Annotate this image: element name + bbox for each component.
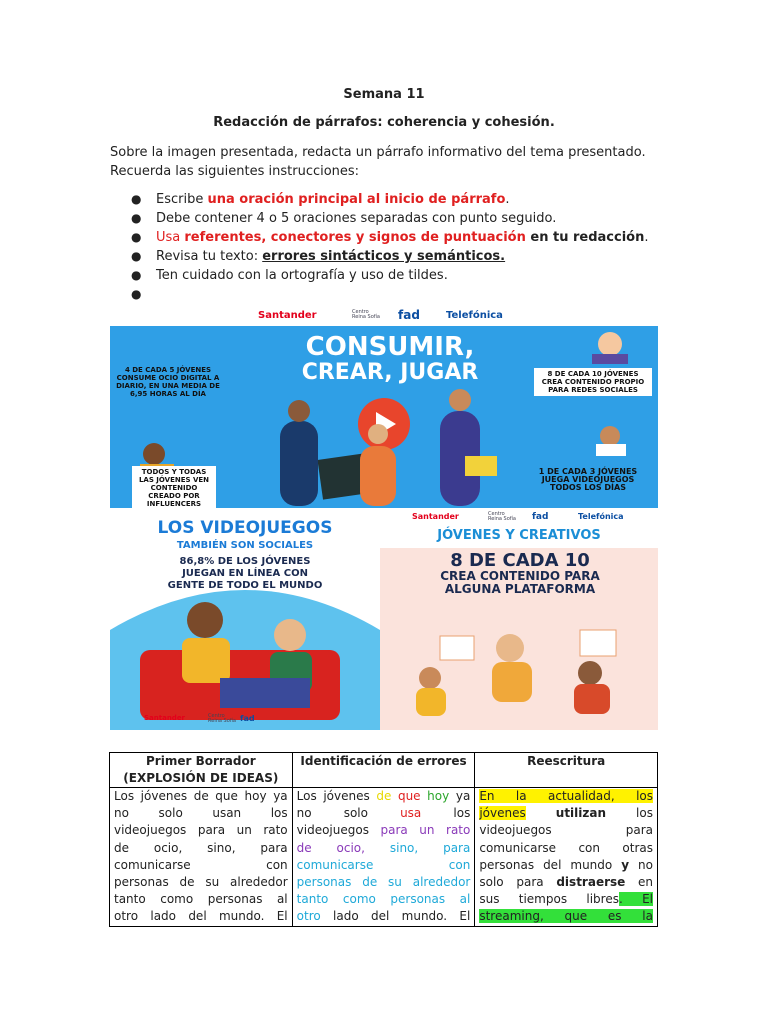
fad-logo: fad xyxy=(532,512,549,522)
rewrite-line: sus tiempos libres. El xyxy=(479,892,653,907)
centro-logo: Centro Reina Sofía xyxy=(352,309,380,320)
list-item xyxy=(110,285,670,304)
sponsor-bar xyxy=(250,308,520,326)
rewrite-line: En la actualidad, los xyxy=(479,789,653,803)
rewrite-line: personas del mundo y no xyxy=(479,857,653,872)
bullet-icon: ● xyxy=(131,192,142,206)
panel-title: JÓVENES Y CREATIVOS xyxy=(437,528,601,543)
draft-line: otro lado del mundo. El xyxy=(114,909,288,924)
list-item xyxy=(110,209,670,228)
draft-line: comunicarse con xyxy=(114,857,288,872)
draft-line: Los jóvenes de que hoy ya xyxy=(114,789,288,803)
instruction-text: Ten cuidado con la ortografía y uso de tildes. xyxy=(156,268,448,283)
draft-line: no solo usan los xyxy=(114,806,288,821)
draft-line: personas de su alrededor xyxy=(114,875,288,890)
writing-table xyxy=(109,752,658,927)
panel-title: LOS VIDEOJUEGOS xyxy=(157,518,333,538)
panel-stat: CREA CONTENIDO PARA ALGUNA PLATAFORMA xyxy=(440,569,600,596)
instruction-text: Revisa tu texto: xyxy=(156,249,263,264)
table-header: Reescritura xyxy=(475,753,658,788)
fad-logo: fad xyxy=(240,714,255,723)
instruction-text: . xyxy=(644,230,649,245)
instruction-text: Escribe xyxy=(156,192,208,207)
rewrite-line: videojuegos para xyxy=(479,823,653,838)
bullet-icon: ● xyxy=(131,211,142,225)
centro-logo: Centro Reina Sofía xyxy=(488,511,516,522)
telefonica-logo: Telefónica xyxy=(446,310,503,321)
infographic-panel-consumir xyxy=(110,326,658,508)
santander-logo: Santander xyxy=(258,310,317,321)
infographic-panel-videojuegos xyxy=(110,510,380,730)
rewrite-line: solo para distraerse en xyxy=(479,875,654,890)
errors-line: comunicarse con xyxy=(296,857,471,872)
instruction-highlight: una oración principal al inicio de párrafo xyxy=(207,192,506,207)
panel-title-1: CONSUMIR, xyxy=(305,332,475,362)
instruction-text: . xyxy=(505,192,510,207)
bullet-icon: ● xyxy=(131,230,142,244)
table-header: Primer Borrador (EXPLOSIÓN DE IDEAS) xyxy=(110,753,293,788)
errors-line: otro lado del mundo. El xyxy=(296,909,471,924)
panel-stat-headline: 8 DE CADA 10 xyxy=(450,550,590,571)
list-item xyxy=(110,266,670,285)
table-row xyxy=(110,788,658,927)
list-item xyxy=(110,228,670,247)
rewrite-cell[interactable] xyxy=(475,788,658,927)
list-item xyxy=(110,190,670,209)
stat-label: 1 DE CADA 3 JÓVENES JUEGA VIDEOJUEGOS TODOS LOS DÍAS xyxy=(538,467,638,492)
panel-stat: 86,8% DE LOS JÓVENES JUEGAN EN LÍNEA CON GENTE DE TODO EL MUNDO xyxy=(167,556,323,591)
stat-label: 8 DE CADA 10 JÓVENES CREA CONTENIDO PROPIO PARA REDES SOCIALES xyxy=(534,368,652,396)
intro-line-1: Sobre la imagen presentada, redacta un párrafo informativo del tema presentado. xyxy=(110,145,646,160)
stat-label: TODOS Y TODAS LAS JÓVENES VEN CONTENIDO CREADO POR INFLUENCERS xyxy=(132,466,216,508)
instruction-text: Usa xyxy=(156,230,185,245)
bullet-icon: ● xyxy=(131,249,142,263)
errors-line: tanto como personas al xyxy=(296,892,471,907)
draft-line: tanto como personas al xyxy=(114,892,288,907)
panel-title-2: CREAR, JUGAR xyxy=(301,360,479,385)
intro-paragraph xyxy=(110,143,670,181)
bullet-icon: ● xyxy=(131,268,142,282)
instruction-highlight: errores sintácticos y semánticos. xyxy=(262,249,506,264)
sponsor-bar xyxy=(380,510,658,526)
rewrite-line: jóvenes utilizan los xyxy=(479,806,653,821)
rewrite-line: comunicarse con otras xyxy=(479,840,653,855)
instructions-list xyxy=(110,190,670,304)
draft-line: de ocio, sino, para xyxy=(114,840,288,855)
errors-line: no solo usa los xyxy=(296,806,471,821)
errors-line: videojuegos para un rato xyxy=(296,823,471,838)
centro-logo: Centro Reina Sofía xyxy=(208,713,236,724)
errors-line: de ocio, sino, para xyxy=(296,840,471,855)
fad-logo: fad xyxy=(398,308,420,322)
errors-line: Los jóvenes de que hoy ya xyxy=(296,789,471,803)
infographic-panel-creativos xyxy=(380,510,658,730)
errors-cell[interactable] xyxy=(292,788,475,927)
telefonica-logo: Telefónica xyxy=(578,512,624,521)
instruction-text: en tu redacción xyxy=(525,230,645,245)
draft-line: videojuegos para un rato xyxy=(114,823,288,838)
santander-logo: Santander xyxy=(412,512,459,521)
instruction-text: Debe contener 4 o 5 oraciones separadas con punto seguido. xyxy=(156,211,557,226)
stat-label: 4 DE CADA 5 JÓVENES CONSUME OCIO DIGITAL A DIARIO, EN UNA MEDIA DE 6,95 HORAS AL DÍA xyxy=(116,366,220,398)
draft-cell[interactable] xyxy=(110,788,293,927)
instruction-highlight: referentes, conectores y signos de puntuación xyxy=(184,230,526,245)
panel-background xyxy=(380,548,658,730)
intro-line-2: Recuerda las siguientes instrucciones: xyxy=(110,164,360,179)
list-item xyxy=(110,247,670,266)
santander-logo: Santander xyxy=(144,714,186,722)
bullet-icon: ● xyxy=(131,287,142,301)
sponsor-bar xyxy=(112,712,312,726)
page-title: Semana 11 xyxy=(343,87,425,102)
rewrite-line: streaming, que es la xyxy=(479,909,653,924)
panel-subtitle: TAMBIÉN SON SOCIALES xyxy=(176,540,314,551)
errors-line: personas de su alrededor xyxy=(296,875,471,890)
table-header: Identificación de errores xyxy=(292,753,475,788)
table-header-row xyxy=(110,753,658,788)
page-subtitle: Redacción de párrafos: coherencia y cohesión. xyxy=(213,115,555,130)
